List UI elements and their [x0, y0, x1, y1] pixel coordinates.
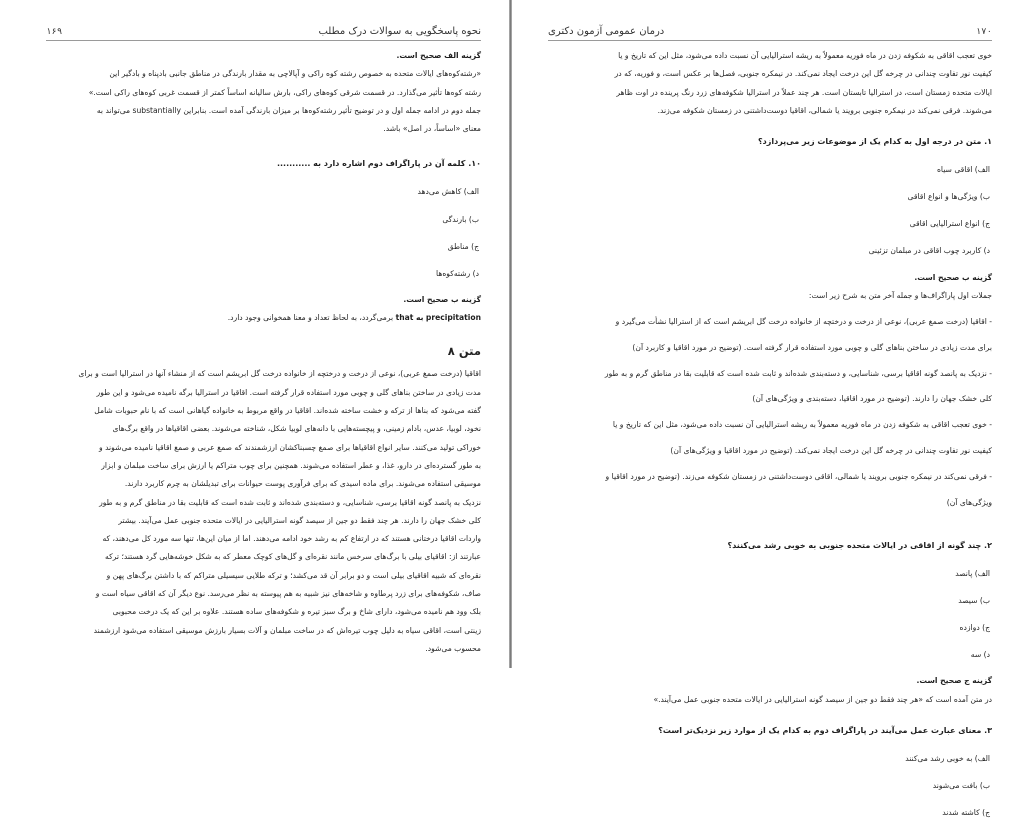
body-line: رشته کوه‌ها تأثیر می‌گذارد. در قسمت شرقی کوه‌های راکی، بارش سالیانه اساساً کمتر از قسمت غربی کوه‌های راکی است.»: [88, 87, 481, 97]
option: د) سه: [970, 650, 990, 660]
passage-line: عبارتند از: اقاقیای بیلی با برگ‌های سرخس مانند نقره‌ای و گل‌های کوچک معطر که به شکل خوشه‌هایی گرد هستند؛ ترکه: [105, 552, 481, 562]
section-title: متن ۸: [447, 344, 481, 359]
passage-line: نخود، لوبیا، عدس، بادام زمینی، و پیچسته‌هایی با دانه‌های لوبیا شکل، شناخته می‌شوند. بعضی اقاقیاها در واقع برگ‌های: [112, 424, 481, 434]
passage-line: نزدیک به پانصد گونه اقاقیا برسی، شناسایی، و دسته‌بندی شده‌اند و ثابت شده است که قابلیت بقا در مناطق گرم و به طور: [99, 497, 481, 507]
question-3: ۳. معنای عبارت عمل می‌آیند در پاراگراف دوم به کدام یک از موارد زیر نزدیک‌تر است؟: [658, 725, 992, 735]
question-10: ۱۰. کلمه آن در پاراگراف دوم اشاره دارد به ...........: [276, 159, 481, 169]
question-1: ۱. متن در درجه اول به کدام یک از موضوعات زیر می‌پردازد؟: [758, 137, 992, 147]
answer-explanation: در متن آمده است که «هر چند فقط دو جین از سیصد گونه استرالیایی در ایالات متحده جنوبی عمل می‌آیند.»: [653, 694, 992, 704]
passage-line: موسیقی استفاده می‌شوند. برای ماده اسیدی که برای فرآوری پوست حیوانات برای تبدیلشان به چرم کاربرد دارند.: [124, 479, 481, 489]
passage-line: به طور گسترده‌ای در دارو، غذا، و عطر استفاده می‌شوند. همچنین برای چوب متراکم یا ارزش برای ساخت مبلمان و ابزار: [101, 460, 481, 470]
right-header-title: درمان عمومی آزمون دکتری: [548, 26, 665, 37]
option: ج) دوازده: [959, 623, 990, 633]
passage-line: بلک وود هم نامیده می‌شود، دارای شاخ و برگ سبز تیره و شکوفه‌های ساده هستند. علاوه بر این که یک درخت محبوبی: [112, 607, 481, 617]
option: ب) سیصد: [958, 595, 990, 605]
left-header-title: نحوه پاسخگویی به سوالات درک مطلب: [318, 26, 481, 37]
answer-line: گزینه ب صحیح است.: [403, 294, 481, 304]
option: ج) انواع استرالیایی اقاقی: [909, 219, 990, 229]
option: ب) ویژگی‌ها و انواع اقاقی: [907, 192, 990, 202]
passage-line: محسوب می‌شود.: [425, 643, 481, 653]
right-page-number: ۱۷۰: [975, 27, 992, 37]
right-running-head: [548, 14, 992, 41]
answer-term-precipitation: precipitation: [425, 313, 481, 323]
left-page-number: ۱۶۹: [46, 27, 63, 37]
question-2: ۲. چند گونه از اقاقی در ایالات متحده جنوبی به خوبی رشد می‌کنند؟: [727, 540, 992, 550]
answer-explanation-text: برمی‌گردد، به لحاظ تعداد و معنا همخوانی وجود دارد.: [227, 313, 394, 323]
left-page: [0, 0, 509, 668]
passage-line: زینتی است، اقاقی سیاه به دلیل چوب تیره‌اش که در ساخت مبلمان و آلات بسیار بارزش موسیقی استفاده می‌شود ارزشمند: [93, 625, 481, 635]
option: د) رشته‌کوه‌ها: [436, 268, 479, 278]
option: الف) پانصد: [955, 568, 990, 578]
option: الف) کاهش می‌دهد: [417, 187, 479, 197]
passage-line: صاف، شکوفه‌های برای زرد پرطاوه و شاخه‌های نیز شبیه به هم پیوسته به نظر می‌رسد. نوع دیگر آن که اقاقی سیاه است و: [95, 589, 481, 599]
passage-line: نقره‌ای که شبیه اقاقیای بیلی است و دو برابر آن قد می‌کشد؛ و ترکه طلایی سیسیلی متراکم که با داشتن برگ‌های پهن و: [106, 570, 481, 580]
passage-line: واردات اقاقیا درختانی هستند که در ارتفاع کم به رشد خود ادامه می‌دهند. اما از میان این‌ها، تنها سه مورد کل می‌دهند، که: [102, 534, 481, 544]
body-line: جمله دوم در ادامه جمله اول و در توضیح تأثیر رشته‌کوه‌ها بر میزان بارندگی آمده است. بنابراین substantially می‌تواند به: [96, 105, 481, 115]
option: ب) بافت می‌شوند: [932, 780, 990, 790]
passage-line: کلی خشک جهان را دارند. هر چند فقط دو جین از سیصد گونه استرالیایی در ایالات متحده جنوبی عمل می‌آیند. بیشتر: [118, 515, 481, 525]
body-line: «رشته‌کوه‌های ایالات متحده به خصوص رشته کوه راکی و آپالاچی به مقدار بارندگی در مناطق جانبی بادپناه و بادگیر این: [109, 69, 481, 79]
bullet-line: برای مدت زیادی در ساختن بناهای گلی و چوبی مورد استفاده قرار گرفته است. (توضیح در مورد اقاقیا و کاربرد آن): [632, 342, 992, 352]
intro-line: خوی تعجب اقاقی به شکوفه زدن در ماه فوریه معمولاً به ریشه استرالیایی آن نسبت داده می‌شود، مثل این که تاریخ و یا: [618, 51, 992, 60]
passage-line: گفته می‌شود که بناها از ترکه و خشت ساخته شده‌اند. اقاقیا در واقع مربوط به خانواده گیاهانی است که با نام حبوبات شامل: [94, 406, 481, 416]
bullet-line: - خوی تعجب اقاقی به شکوفه زدن در ماه فوریه معمولاً به ریشه استرالیایی آن نسبت داده می‌شود، مثل این که تاریخ و یا: [612, 420, 992, 430]
body-line: معنای «اساساً، در اصل» باشد.: [383, 124, 481, 134]
answer-explanation: [46, 309, 481, 327]
option: ج) مناطق: [447, 241, 479, 251]
intro-line: کیفیت نور تفاوت چندانی در چرخه گل این درخت ایجاد نمی‌کند. در نیمکره جنوبی، فصل‌ها بر عکس است، و فوریه، که در: [614, 69, 992, 79]
bullet-line: کیفیت نور تفاوت چندانی در چرخه گل این درخت ایجاد نمی‌کند. (توضیح در مورد اقاقیا و ویژگی‌های آن): [670, 446, 992, 456]
bullet-line: - اقاقیا (درخت صمغ عربی)، نوعی از درخت و درختچه از خانواده درخت گل ابریشم است که از استرالیا نشأت می‌گیرد و: [615, 316, 992, 326]
bullet-line: - نزدیک به پانصد گونه اقاقیا برسی، شناسایی، و دسته‌بندی شده‌اند و ثابت شده است که قابلیت بقا در مناطق گرم و به طور: [604, 368, 992, 378]
answer-term-that: that به: [395, 313, 424, 323]
option: د) کاربرد چوب اقاقی در مبلمان تزئینی: [868, 246, 990, 256]
passage-line: خوراکی تولید می‌کنند. سایر انواع اقاقیاها برای صمغ چسبناکشان ارزشمندند که صمغ عربی و صمغ اقاقیا نامیده می‌شوند و: [98, 442, 481, 452]
passage-line: اقاقیا (درخت صمغ عربی)، نوعی از درخت و درختچه از خانواده درخت گل ابریشم است که از منشاء آنها در استرالیا است و برای: [78, 369, 481, 379]
bullet-line: ویژگی‌های آن): [946, 497, 992, 507]
answer-line: گزینه ب صحیح است.: [914, 272, 992, 282]
answer-intro: جملات اول پاراگراف‌ها و جمله آخر متن به شرح زیر است:: [808, 290, 992, 300]
right-page: [512, 0, 1024, 818]
bullet-line: - فرقی نمی‌کند در نیمکره جنوبی برویند یا شمالی، اقاقی دوست‌داشتنی در زمستان شکوفه می‌زند. (توضیح در مورد اقاقیا و: [605, 472, 992, 482]
option: الف) اقاقی سیاه: [936, 165, 990, 175]
answer-line: گزینه الف صحیح است.: [396, 51, 481, 60]
intro-line: می‌شوند. فرقی نمی‌کند در نیمکره جنوبی برویند یا شمالی، اقاقیا دوست‌داشتنی در زمستان شکوفه می‌زند.: [657, 105, 992, 115]
option: الف) به خوبی رشد می‌کنند: [905, 753, 990, 763]
option: ب) بارندگی: [442, 214, 479, 224]
intro-line: ایالات متحده زمستان است، در استرالیا تابستان است. هر چند عملاً در استرالیا شکوفه‌های زرد رنگ پرینده در اوت ظاهر: [616, 87, 992, 97]
left-running-head: [46, 14, 481, 41]
passage-line: مدت زیادی در ساختن بناهای گلی و چوبی مورد استفاده قرار گرفته است. اقاقیا در استرالیا برگه نامیده می‌شود و این طور: [96, 387, 481, 397]
right-content: [548, 41, 992, 823]
left-content: [46, 41, 481, 658]
option: ج) کاشته شدند: [942, 808, 990, 818]
answer-line: گزینه ج صحیح است.: [916, 676, 992, 686]
bullet-line: کلی خشک جهان را دارند. (توضیح در مورد اقاقیا، دسته‌بندی و ویژگی‌های آن): [752, 394, 992, 404]
